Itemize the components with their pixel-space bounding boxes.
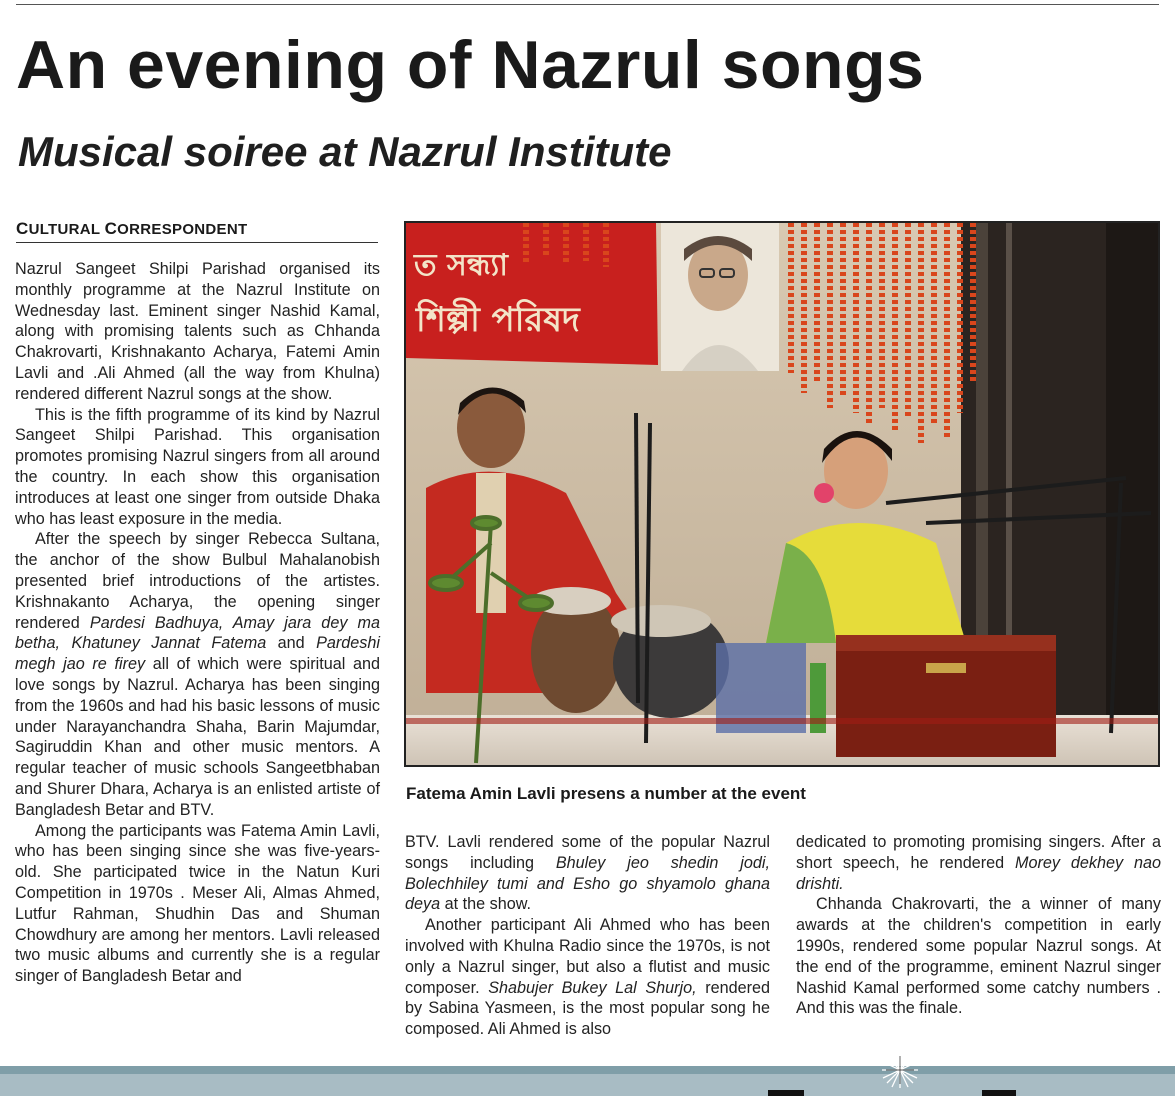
byline-initial-1: C [16, 219, 29, 238]
byline-word-1: ULTURAL [28, 221, 105, 238]
photo-caption: Fatema Amin Lavli presens a number at the event [406, 784, 806, 803]
paragraph [405, 915, 770, 1040]
song-title: Morey dekhey nao drishti. [796, 853, 1161, 893]
text-run: Another participant Ali Ahmed who has been involved with Khulna Radio since the 1970s, is not only a Nazrul singer, but also a flutist and music composer. [405, 916, 770, 997]
song-titles: Bhuley jeo shedin jodi, Bolechhiley tumi and Esho go shyamolo ghana deya [405, 853, 770, 914]
paragraph: This is the fifth programme of its kind by Nazrul Sangeet Shilpi Parishad. This organisation promotes promising Nazrul singers from all around the country. In each show this organisation introduces at least one singer from outside Dhaka who has least exposure in the media. [15, 405, 380, 528]
byline [16, 220, 378, 243]
paragraph: Chhanda Chakrovarti, the a winner of many awards at the children's competition in early 1990s, rendered some popular Nazrul songs. At the end of the programme, eminent Nazrul singer Nashid Kamal performed some catchy numbers . And this was the finale. [796, 895, 1161, 1018]
text-run: rendered by Sabina Yasmeen, is the most popular song he composed. Ali Ahmed is also [405, 978, 771, 1039]
paragraph [15, 529, 380, 820]
footer-mark-right [982, 1090, 1016, 1096]
banner-text-2: শিল্পী পরিষদ [416, 300, 580, 340]
text-run: dedicated to promoting promising singers. After a short speech, he rendered [796, 833, 1161, 872]
banner-text-1: ত সন্ধ্যা [414, 248, 508, 283]
star-ornament-icon [880, 1050, 920, 1090]
byline-word-2: ORRESPONDENT [117, 221, 248, 238]
song-titles: Pardesi Badhuya, Amay jara dey ma betha, Khatuney Jannat Fatema [15, 613, 380, 653]
paragraph [796, 832, 1161, 894]
footer-mark-left [768, 1090, 804, 1096]
body-column-3 [796, 832, 1161, 1019]
text-run: After the speech by singer Rebecca Sultana, the anchor of the show Bulbul Mahalanobish presented brief introductions of the artistes. Krishnakanto Acharya, the opening singer rendered [15, 530, 380, 632]
text-run: all of which were spiritual and love songs by Nazrul. Acharya has been singing from the 1960s and had his basic lessons of music under Narayanchandra Shaha, Barin Majumdar, Sagiruddin Khan and other music mentors. A regular teacher of music schools Sangeetbhaban and Shurer Dhara, Acharya is an enlisted artiste of Bangladesh Betar and BTV. [15, 655, 380, 819]
text-run: at the show. [440, 895, 531, 914]
headline: An evening of Nazrul songs [16, 27, 925, 103]
body-column-1 [15, 259, 380, 987]
paragraph [405, 832, 770, 915]
harmonium [836, 635, 1056, 757]
body-column-2 [405, 832, 770, 1040]
byline-initial-2: C [104, 219, 118, 238]
poet-portrait [661, 223, 779, 371]
song-title: Shabujer Bukey Lal Shurjo, [488, 978, 697, 997]
top-rule [16, 4, 1159, 5]
song-title: Pardeshi megh jao re firey [15, 634, 380, 674]
event-photo [404, 221, 1160, 767]
subheadline: Musical soiree at Nazrul Institute [18, 128, 672, 175]
paragraph: Nazrul Sangeet Shilpi Parishad organised its monthly programme at the Nazrul Institute on Wednesday last. Eminent singer Nashid Kamal, along with promising talents such as Chhanda Chakrovarti, Krishnakanto Acharya, Fatemi Amin Lavli and .Ali Ahmed (all the way from Khulna) rendered different Nazrul songs at the show. [15, 260, 380, 403]
red-banner [406, 223, 658, 365]
paragraph: Among the participants was Fatema Amin Lavli, who has been singing since she was five-years-old. She participated twice in the Natun Kuri Competition in 1970s . Meser Ali, Almas Ahmed, Lutfur Rahman, Shudhin Das and Shuman Chowdhury are among her mentors. Lavli released two music albums and currently she is a regular singer of Bangladesh Betar and [15, 821, 380, 986]
text-run: and [266, 634, 317, 653]
text-run: BTV. Lavli rendered some of the popular Nazrul songs including [405, 833, 770, 872]
